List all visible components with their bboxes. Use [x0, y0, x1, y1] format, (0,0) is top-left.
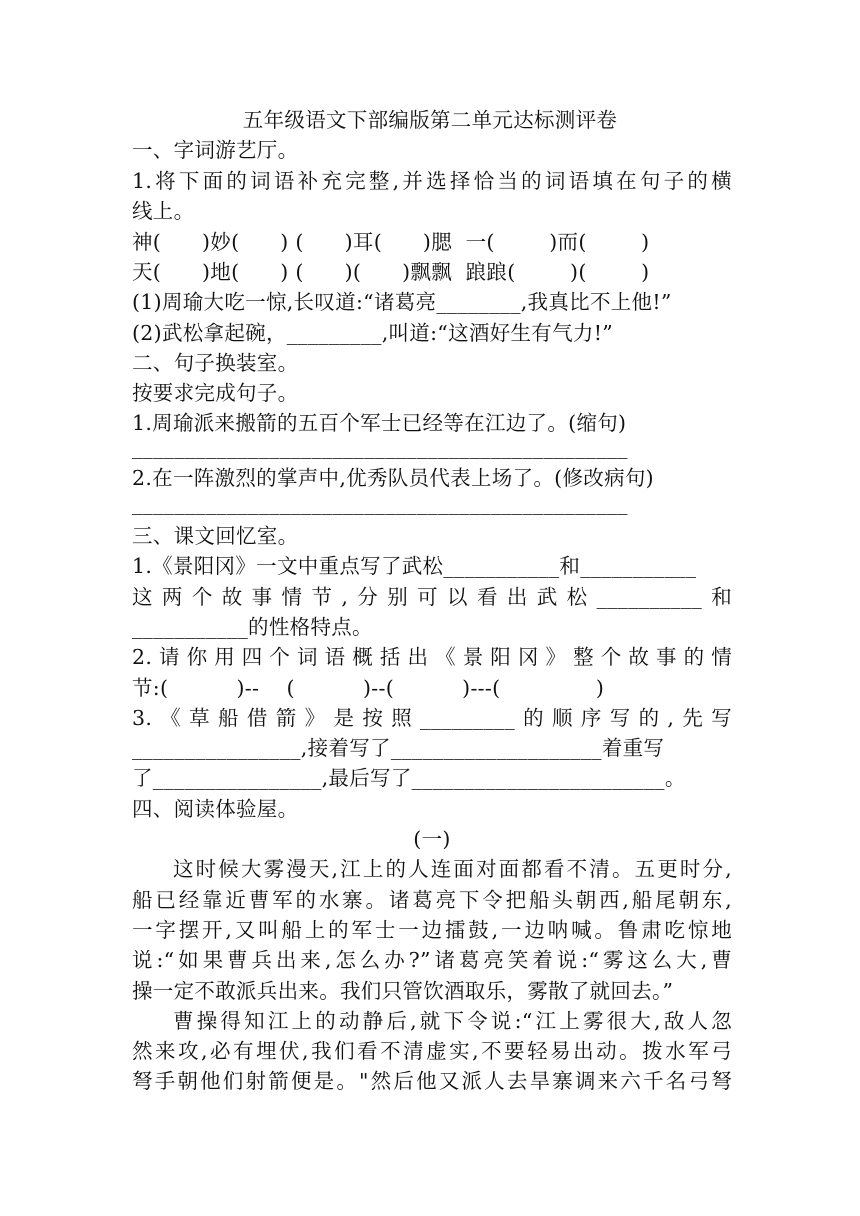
section-4-heading: 四、阅读体验屋。 — [132, 797, 299, 821]
fill-sentence-2: (2)武松拿起碗，_________,叫道:“这酒好生有气力!” — [132, 321, 614, 345]
word-fill-row-1: 神( )妙( ) ( )耳( )腮 一( )而( ) — [132, 230, 650, 254]
passage-p1-line-1: 这时候大雾漫天,江上的人连面对面都看不清。五更时分, — [173, 857, 732, 881]
passage-number: (一) — [413, 827, 451, 851]
s1-question-1-line-2: 线上。 — [132, 199, 195, 223]
fill-sentence-1: (1)周瑜大吃一惊,长叹道:“诸葛亮________,我真比不上他!” — [132, 290, 672, 314]
passage-p1-line-3: 一字摆开,又叫船上的军士一边擂鼓,一边呐喊。鲁肃吃惊地 — [132, 918, 732, 942]
passage-p1-line-2: 船已经靠近曹军的水寨。诸葛亮下令把船头朝西,船尾朝东, — [132, 888, 732, 912]
s3-question-1-line-1: 1.《景阳冈》一文中重点写了武松___________和___________ — [132, 554, 697, 578]
s3-question-1-line-2: 这两个故事情节,分别可以看出武松__________和 — [132, 585, 732, 609]
passage-p1-line-5: 操一定不敢派兵出来。我们只管饮酒取乐，雾散了就回去。” — [132, 979, 674, 1003]
passage-p2-line-3: 弩手朝他们射箭便是。"然后他又派人去旱寨调来六千名弓弩 — [132, 1069, 732, 1093]
s3-question-1-line-3: ___________的性格特点。 — [132, 615, 373, 639]
page-title: 五年级语文下部编版第二单元达标测评卷 — [242, 108, 618, 132]
s2-question-1: 1.周瑜派来搬箭的五百个军士已经等在江边了。(缩句) — [132, 411, 627, 435]
passage-p1-line-4: 说:“如果曹兵出来,怎么办?”诸葛亮笑着说:“雾这么大,曹 — [132, 948, 732, 972]
section-1-heading: 一、字词游艺厅。 — [132, 138, 299, 162]
s3-question-3-line-1: 3.《草船借箭》是按照_________的顺序写的,先写 — [132, 706, 732, 730]
s2-intro: 按要求完成句子。 — [132, 381, 299, 405]
s3-question-3-line-3: 了________________,最后写了________________________。 — [132, 766, 686, 790]
answer-line-2: _______________________________________________ — [132, 491, 628, 515]
passage-p2-line-2: 然来攻,必有埋伏,我们看不清虚实,不要轻易出动。拨水军弓 — [132, 1039, 732, 1063]
s2-question-2: 2.在一阵激烈的掌声中,优秀队员代表上场了。(修改病句) — [132, 466, 654, 490]
section-2-heading: 二、句子换装室。 — [132, 351, 299, 375]
passage-p2-line-1: 曹操得知江上的动静后,就下令说:“江上雾很大,敌人忽 — [173, 1009, 732, 1033]
s1-question-1-line-1: 1.将下面的词语补充完整,并选择恰当的词语填在句子的横 — [132, 169, 732, 193]
s3-question-2-line-2: 节:( )-- ( )--( )---( ) — [132, 676, 605, 700]
s3-question-2-line-1: 2.请你用四个词语概括出《景阳冈》整个故事的情 — [132, 645, 732, 669]
section-3-heading: 三、课文回忆室。 — [132, 524, 299, 548]
s3-question-3-line-2: ________________,接着写了____________________着重写 — [132, 736, 665, 760]
answer-line-1: _______________________________________________ — [132, 435, 628, 459]
word-fill-row-2: 天( )地( ) ( )( )飘飘 踉踉( )( ) — [132, 260, 650, 284]
